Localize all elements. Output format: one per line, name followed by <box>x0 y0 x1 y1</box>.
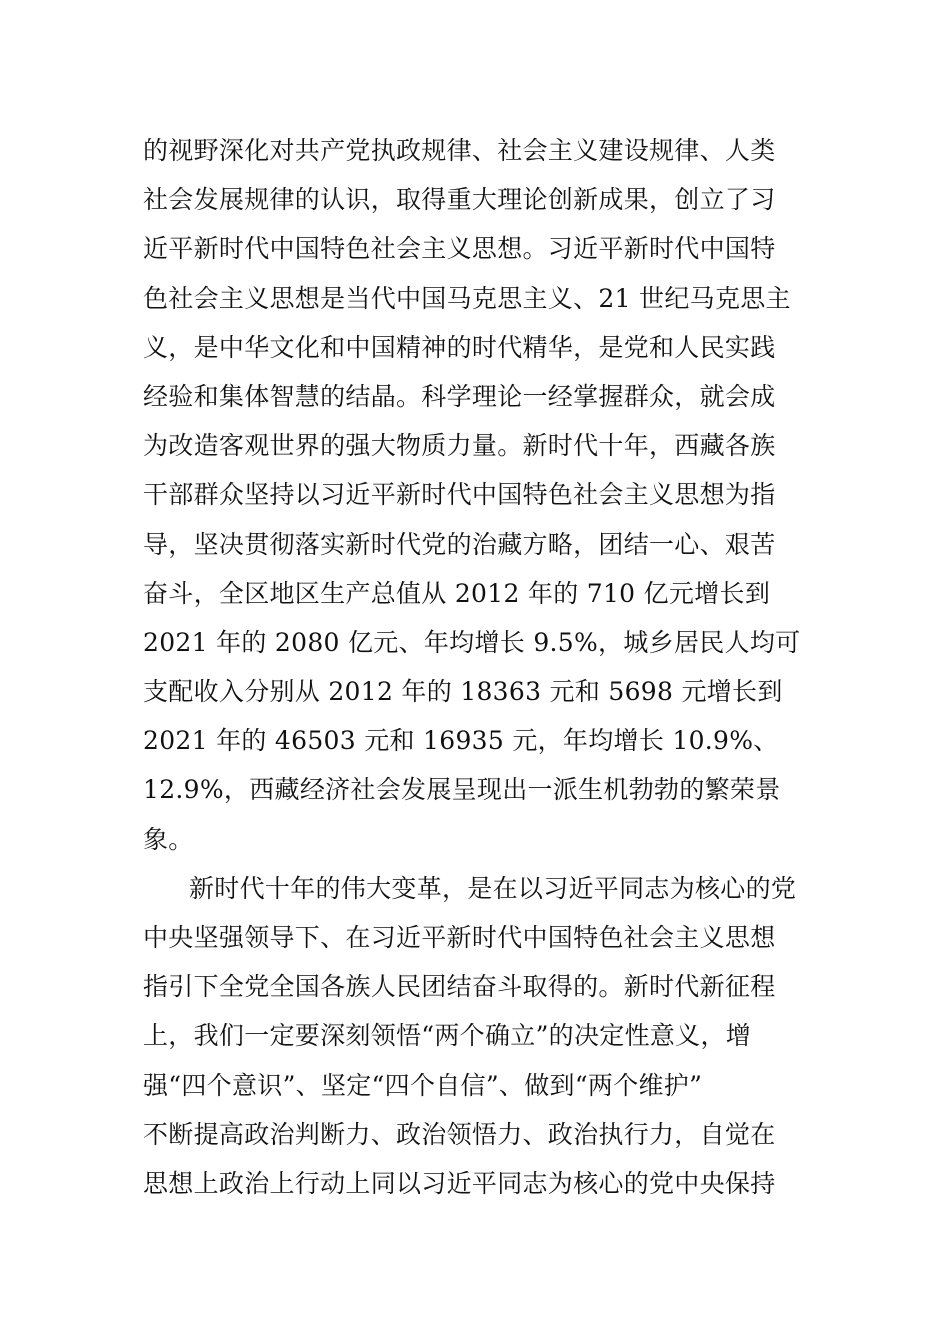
paragraph-2 <box>143 864 823 1208</box>
text-line: 思想上政治上行动上同以习近平同志为核心的党中央保持 <box>143 1168 776 1198</box>
text-line: 强“四个意识”、坚定“四个自信”、做到“两个维护” <box>143 1070 703 1100</box>
text-line: 支配收入分别从 2012 年的 18363 元和 5698 元增长到 <box>143 677 783 707</box>
text-line: 12.9%，西藏经济社会发展呈现出一派生机勃勃的繁荣景 <box>143 775 781 805</box>
text-line: 经验和集体智慧的结晶。科学理论一经掌握群众，就会成 <box>143 381 776 411</box>
text-line: 新时代十年的伟大变革，是在以习近平同志为核心的党 <box>189 873 797 903</box>
body-text <box>143 126 823 1208</box>
text-line: 的视野深化对共产党执政规律、社会主义建设规律、人类 <box>143 136 776 165</box>
text-line: 导，坚决贯彻落实新时代党的治藏方略，团结一心、艰苦 <box>143 529 776 559</box>
text-line: 不断提高政治判断力、政治领悟力、政治执行力，自觉在 <box>143 1119 776 1149</box>
text-line: 近平新时代中国特色社会主义思想。习近平新时代中国特 <box>143 234 776 264</box>
text-line: 为改造客观世界的强大物质力量。新时代十年，西藏各族 <box>143 431 776 461</box>
text-line: 上，我们一定要深刻领悟“两个确立”的决定性意义，增 <box>143 1021 752 1051</box>
text-line: 社会发展规律的认识，取得重大理论创新成果，创立了习 <box>143 185 776 215</box>
text-line: 2021 年的 2080 亿元、年均增长 9.5%，城乡居民人均可 <box>143 627 801 657</box>
text-line: 色社会主义思想是当代中国马克思主义、21 世纪马克思主 <box>143 283 791 313</box>
text-line: 干部群众坚持以习近平新时代中国特色社会主义思想为指 <box>143 480 776 510</box>
text-line: 义，是中华文化和中国精神的时代精华，是党和人民实践 <box>143 332 776 362</box>
text-line: 指引下全党全国各族人民团结奋斗取得的。新时代新征程 <box>143 972 776 1002</box>
text-line: 奋斗，全区地区生产总值从 2012 年的 710 亿元增长到 <box>143 578 771 608</box>
text-line: 中央坚强领导下、在习近平新时代中国特色社会主义思想 <box>143 923 776 952</box>
text-line: 2021 年的 46503 元和 16935 元，年均增长 10.9%、 <box>143 726 779 756</box>
text-line: 象。 <box>143 824 194 854</box>
paragraph-1 <box>143 126 823 864</box>
